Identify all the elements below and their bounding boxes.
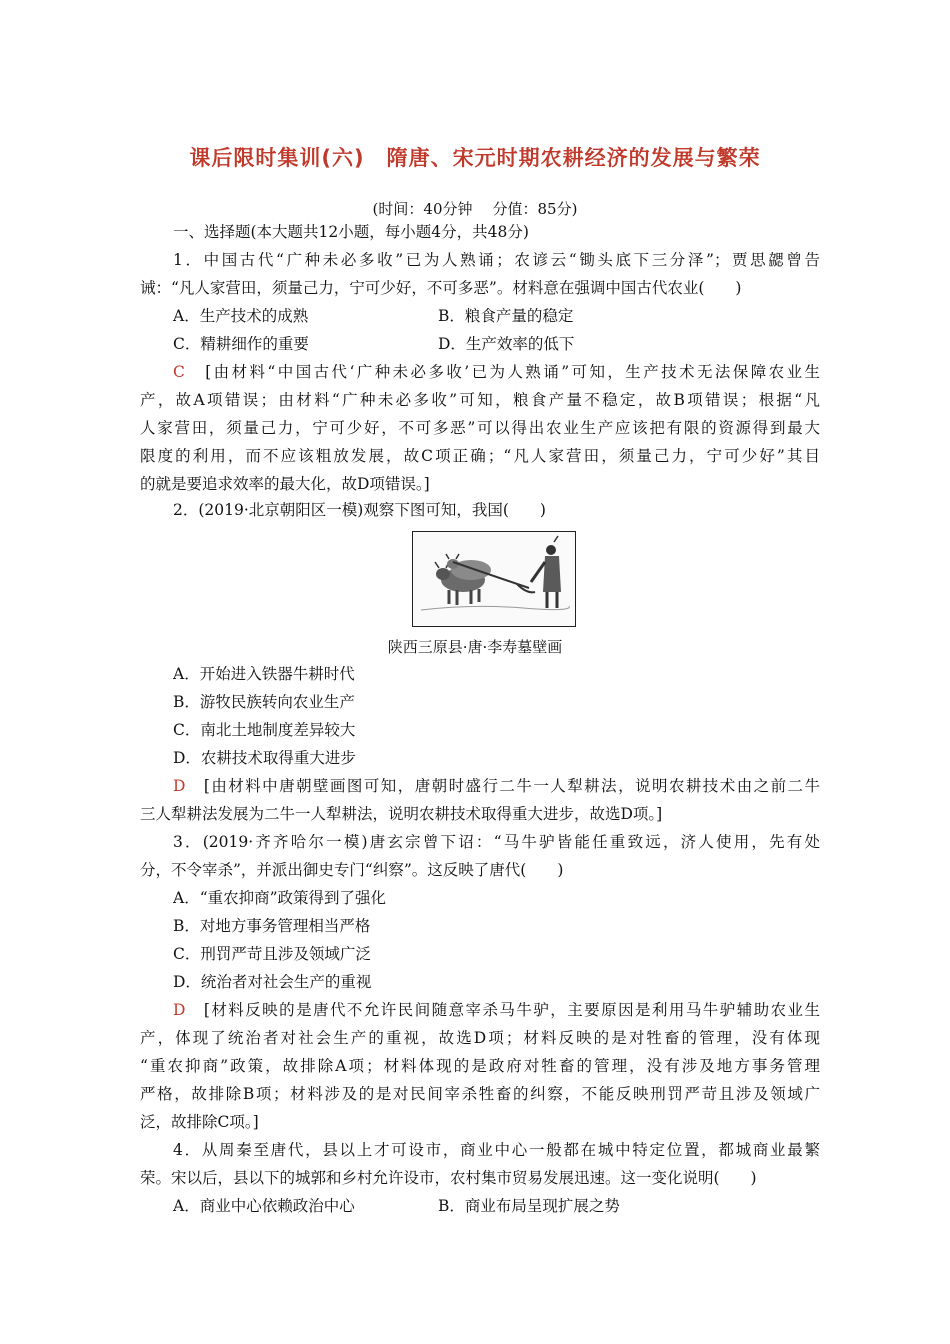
q2-option-d: D．农耕技术取得重大进步 xyxy=(173,749,356,767)
ox-plough-illustration xyxy=(413,532,574,625)
page-title xyxy=(0,142,950,172)
q3-exp-text1: [材料反映的是唐代不允许民间随意宰杀马牛驴，主要原因是利用马牛驴辅助农业生 xyxy=(203,1001,820,1019)
score-total: 分值：85分) xyxy=(492,200,578,218)
q3-explanation-line3: “重农抑商”政策，故排除A项；材料体现的是政府对牲畜的管理，没有涉及地方事务管理 xyxy=(140,1057,820,1075)
q3-stem-line1: 3．(2019·齐齐哈尔一模)唐玄宗曾下诏：“马牛驴皆能任重致远，济人使用，先有处 xyxy=(173,833,820,851)
q1-answer: C xyxy=(173,363,185,381)
q3-stem-line2: 分，不令宰杀”，并派出御史专门“纠察”。这反映了唐代( ) xyxy=(140,861,564,879)
title-left: 课后限时集训(六) xyxy=(189,146,365,170)
q4-option-b: B．商业布局呈现扩展之势 xyxy=(438,1197,620,1215)
q1-stem-line2: 诫：“凡人家营田，须量己力，宁可少好，不可多恶”。材料意在强调中国古代农业( ) xyxy=(140,279,742,297)
q1-option-c: C．精耕细作的重要 xyxy=(173,335,309,353)
q3-answer: D xyxy=(173,1001,186,1019)
q2-option-a: A．开始进入铁器牛耕时代 xyxy=(173,665,355,683)
q3-explanation-line4: 严格，故排除B项；材料涉及的是对民间宰杀牲畜的纠察，不能反映刑罚严苛且涉及领域广 xyxy=(140,1085,820,1103)
q1-exp-text1: [由材料“中国古代‘广种未必多收’已为人熟诵”可知，生产技术无法保障农业生 xyxy=(205,363,820,381)
q2-option-b: B．游牧民族转向农业生产 xyxy=(173,693,355,711)
q1-option-d: D．生产效率的低下 xyxy=(438,335,575,353)
q3-option-c: C．刑罚严苛且涉及领域广泛 xyxy=(173,945,371,963)
exam-meta xyxy=(0,198,950,219)
q1-explanation-line3: 人家营田，须量己力，宁可少好，不可多恶”可以得出农业生产应该把有限的资源得到最大 xyxy=(140,419,820,437)
q1-explanation-line4: 限度的利用，而不应该粗放发展，故C项正确；“凡人家营田，须量己力，宁可少好”其目 xyxy=(140,447,820,465)
time-limit: (时间：40分钟 xyxy=(372,200,473,218)
title-right: 隋唐、宋元时期农耕经济的发展与繁荣 xyxy=(386,146,761,170)
q3-explanation-line2: 产，体现了统治者对社会生产的重视，故选D项；材料反映的是对牲畜的管理，没有体现 xyxy=(140,1029,820,1047)
q3-option-d: D．统治者对社会生产的重视 xyxy=(173,973,372,991)
q2-explanation-line1 xyxy=(173,776,820,796)
q2-exp-text1: [由材料中唐朝壁画图可知，唐朝时盛行二牛一人犁耕法，说明农耕技术由之前二牛 xyxy=(203,777,820,795)
q1-explanation-line2: 产，故A项错误；由材料“广种未必多收”可知，粮食产量不稳定，故B项错误；根据“凡 xyxy=(140,391,820,409)
q2-answer: D xyxy=(173,777,186,795)
q3-explanation-line1 xyxy=(173,1000,820,1020)
q1-option-b: B．粮食产量的稳定 xyxy=(438,307,574,325)
q1-stem-line1: 1．中国古代“广种未必多收”已为人熟诵；农谚云“锄头底下三分泽”；贾思勰曾告 xyxy=(173,251,820,269)
q4-stem-line1: 4．从周秦至唐代，县以上才可设市，商业中心一般都在城中特定位置，都城商业最繁 xyxy=(173,1141,820,1159)
q4-option-a: A．商业中心依赖政治中心 xyxy=(173,1197,355,1215)
q3-explanation-line5: 泛，故排除C项。] xyxy=(140,1113,259,1131)
q1-option-a: A．生产技术的成熟 xyxy=(173,307,309,325)
image-caption: 陕西三原县·唐·李寿墓壁画 xyxy=(387,638,563,656)
q2-stem: 2．(2019·北京朝阳区一模)观察下图可知，我国( ) xyxy=(173,501,546,519)
q3-option-a: A．“重农抑商”政策得到了强化 xyxy=(173,889,387,907)
q4-stem-line2: 荣。宋以后，县以下的城郭和乡村允许设市，农村集市贸易发展迅速。这一变化说明( ) xyxy=(140,1169,757,1187)
q1-explanation-line5: 的就是要追求效率的最大化，故D项错误。] xyxy=(140,475,430,493)
tang-mural-image xyxy=(412,531,576,627)
q2-option-c: C．南北土地制度差异较大 xyxy=(173,721,356,739)
q3-option-b: B．对地方事务管理相当严格 xyxy=(173,917,371,935)
section-heading: 一、选择题(本大题共12小题，每小题4分，共48分) xyxy=(173,223,529,241)
q1-explanation-line1 xyxy=(173,362,820,382)
q2-explanation-line2: 三人犁耕法发展为二牛一人犁耕法，说明农耕技术取得重大进步，故选D项。] xyxy=(140,805,663,823)
